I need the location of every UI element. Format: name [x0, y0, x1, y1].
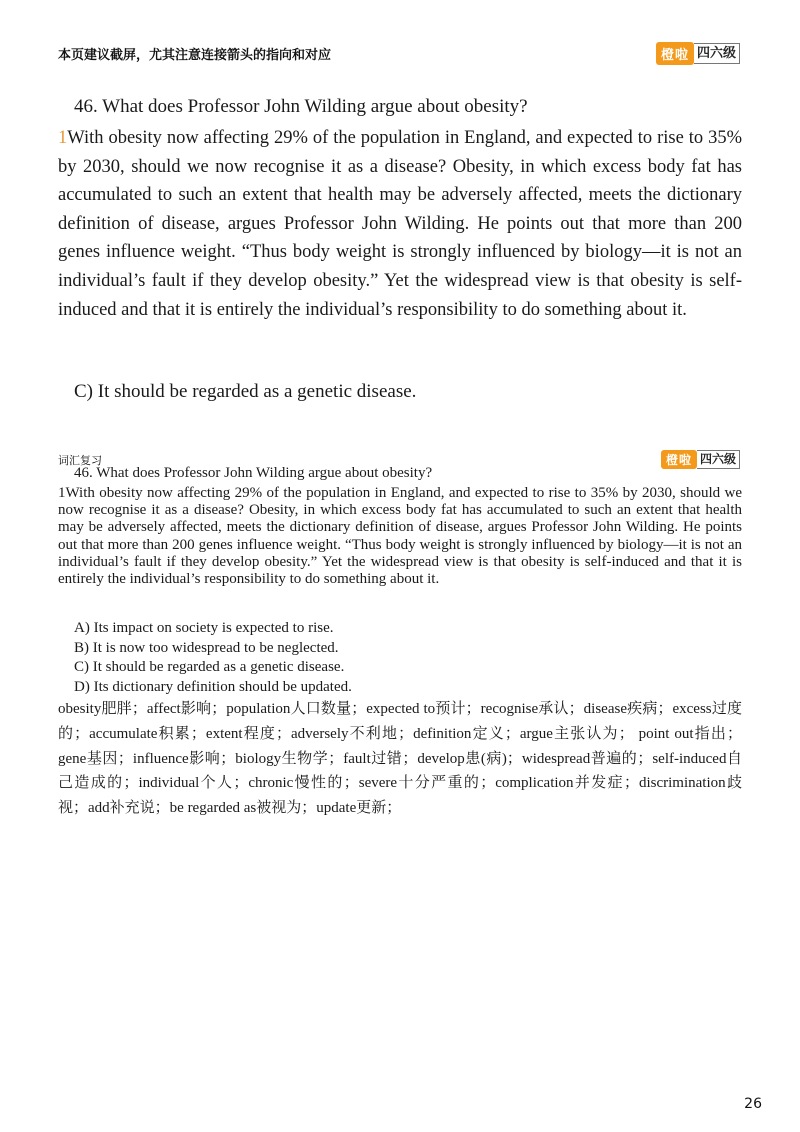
brand-logo: 橙啦: [661, 450, 697, 469]
section-label: 词汇复习: [58, 454, 102, 467]
brand-subtitle: 四六级: [697, 450, 740, 469]
passage-text: With obesity now affecting 29% of the population in England, and expected to rise to 35% by 2030, should we now recognise it as a disease? Obesity, in which excess body fat has accumulated to such an extent that health may be adversely affected, meets the dictionary definition of disease, argues Professor John Wilding. He points out that more than 200 genes influence weight. “Thus body weight is strongly influenced by biology—it is not an individual’s fault if they develop obesity.” Yet the widespread view is that obesity is self-induced and that it is entirely the individual’s responsibility to do something about it.: [58, 128, 742, 320]
question-title: 46. What does Professor John Wilding argue about obesity?: [74, 96, 528, 117]
brand-subtitle: 四六级: [694, 43, 740, 64]
option-b: B) It is now too widespread to be neglected.: [74, 639, 339, 656]
paragraph-number: 1: [58, 128, 68, 148]
header-note: 本页建议截屏，尤其注意连接箭头的指向和对应: [58, 48, 332, 63]
option-a: A) Its impact on society is expected to rise.: [74, 620, 334, 636]
vocabulary-list: obesity肥胖；affect影响；population人口数量；expected to预计；recognise承认；disease疾病；excess过度的；accumulate积累；extent程度；adversely不利地；definition定义；argue主张认为； point out指出；gene基因；influence影响；biology生物学；fault过错；develop患(病)；widespread普遍的；self-induced自己造成的；individual个人；chronic慢性的；severe十分严重的；complication并发症；discrimination歧视；add补充说；be regarded as被视为；update更新；: [58, 701, 742, 817]
page-number: 26: [744, 1096, 762, 1112]
answer: C) It should be regarded as a genetic disease.: [74, 381, 417, 402]
brand-badge: [656, 42, 740, 65]
question-title-secondary: 46. What does Professor John Wilding argue about obesity?: [74, 465, 433, 481]
option-c: C) It should be regarded as a genetic disease.: [74, 659, 345, 676]
answer-options: [74, 619, 352, 698]
brand-badge-secondary: [661, 450, 740, 469]
passage-secondary: 1With obesity now affecting 29% of the population in England, and expected to rise to 35% by 2030, should we now recognise it as a disease? Obesity, in which excess body fat has accumulated to such an extent that health may be adversely affected, meets the dictionary definition of disease, argues Professor John Wilding. He points out that more than 200 genes influence weight. “Thus body weight is strongly influenced by biology—it is not an individual’s fault if they develop obesity.” Yet the widespread view is that obesity is self-induced and that it is entirely the individual’s responsibility to do something about it.: [58, 485, 742, 588]
option-d: D) Its dictionary definition should be updated.: [74, 679, 352, 696]
brand-logo: 橙啦: [656, 42, 694, 65]
passage: [58, 124, 742, 324]
